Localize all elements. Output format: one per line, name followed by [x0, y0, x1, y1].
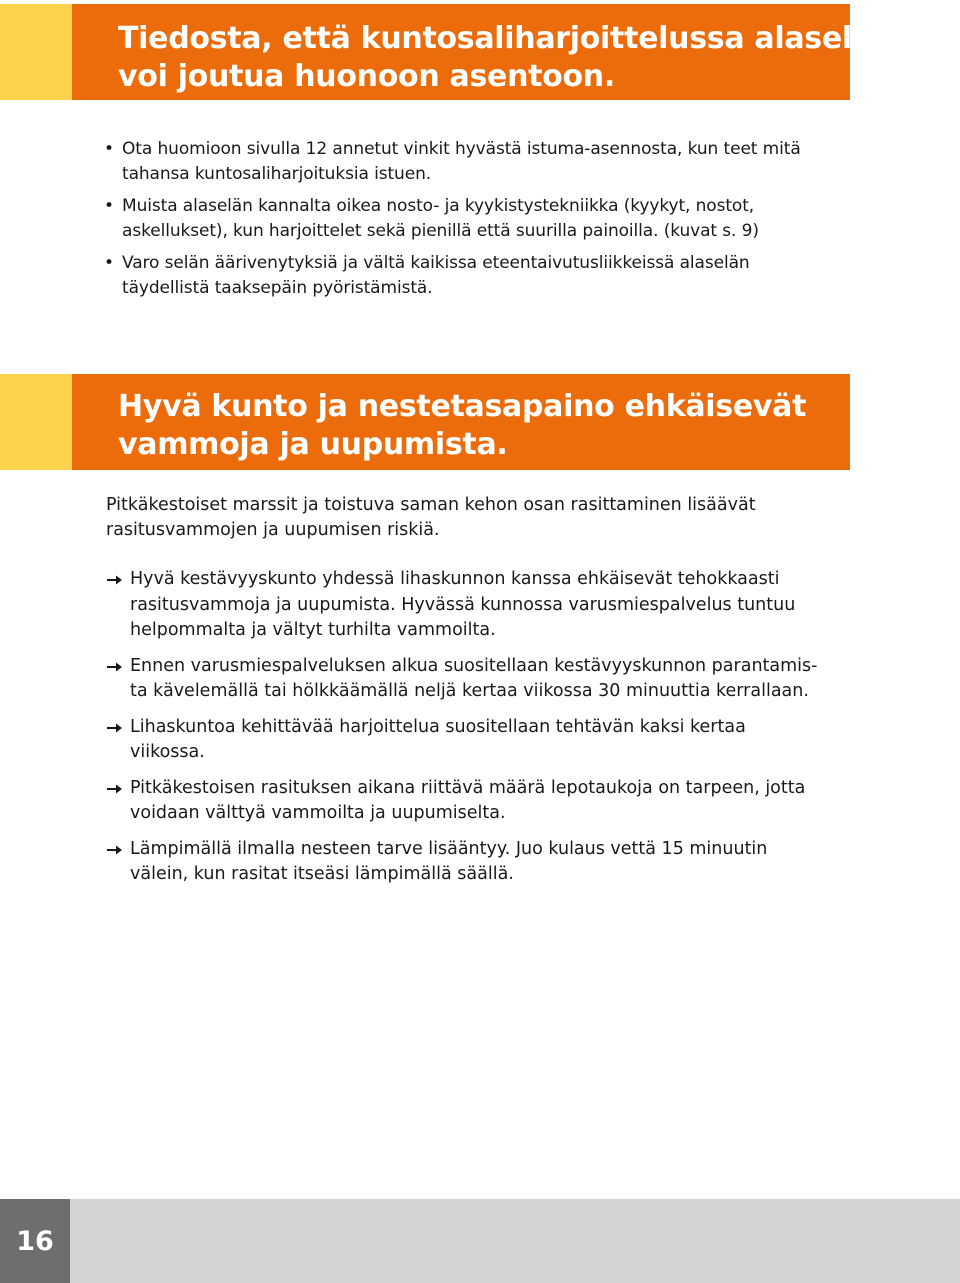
arrow-list-vinkit — [106, 567, 817, 898]
arrow-right-icon — [106, 574, 124, 586]
list-item-line: viikossa. — [130, 742, 205, 762]
arrow-right-icon — [106, 844, 124, 856]
list-item — [106, 715, 817, 766]
list-item-line: tahansa kuntosaliharjoituksia istuen. — [122, 164, 432, 184]
list-item-line: voidaan välttyä vammoilta ja uupumiselta. — [130, 803, 506, 823]
list-item — [106, 776, 817, 827]
bullet-dot-icon: • — [104, 253, 114, 273]
arrow-right-icon — [106, 661, 124, 673]
heading-line: vammoja ja uupumista. — [118, 427, 508, 462]
list-item-line: Lihaskuntoa kehittävää harjoittelua suositellaan tehtävän kaksi kertaa — [130, 716, 746, 737]
list-item-line: askellukset), kun harjoittelet sekä pienillä että suurilla painoilla. (kuvat s. 9) — [122, 221, 759, 241]
footer-bar — [70, 1199, 960, 1283]
intro-paragraph — [106, 493, 756, 543]
heading-line: voi joutua huonoon asentoon. — [118, 59, 615, 94]
arrow-right-icon — [106, 783, 124, 795]
arrow-right-icon — [106, 722, 124, 734]
list-item-line: Ennen varusmiespalveluksen alkua suositellaan kestävyyskunnon parantamis- — [130, 655, 818, 676]
list-item — [104, 251, 801, 301]
section-heading-hyva-kunto — [72, 374, 850, 470]
list-item-line: Varo selän äärivenytyksiä ja vältä kaikissa eteentaivutusliikkeissä alaselän — [122, 253, 750, 273]
list-item — [106, 837, 817, 888]
list-item-line: Hyvä kestävyyskunto yhdessä lihaskunnon kanssa ehkäisevät tehokkaasti — [130, 569, 780, 589]
list-item — [106, 654, 817, 705]
list-item — [104, 137, 801, 187]
bullet-dot-icon: • — [104, 139, 114, 159]
accent-strip-middle — [0, 374, 72, 470]
list-item — [104, 194, 801, 244]
list-item — [106, 567, 817, 644]
list-item-line: ta kävelemällä tai hölkkäämällä neljä kertaa viikossa 30 minuuttia kerrallaan. — [130, 681, 809, 701]
section-heading-alaselka — [72, 4, 892, 100]
list-item-line: Muista alaselän kannalta oikea nosto- ja kyykistystekniikka (kyykyt, nostot, — [122, 196, 755, 216]
intro-line: Pitkäkestoiset marssit ja toistuva saman kehon osan rasittaminen lisäävät — [106, 495, 756, 515]
accent-strip-top — [0, 4, 72, 100]
list-item-line: rasitusvammoja ja uupumista. Hyvässä kunnossa varusmiespalvelus tuntuu — [130, 594, 796, 615]
page-number: 16 — [0, 1199, 70, 1283]
list-item-line: Lämpimällä ilmalla nesteen tarve lisääntyy. Juo kulaus vettä 15 minuutin — [130, 838, 768, 859]
list-item-line: välein, kun rasitat itseäsi lämpimällä säällä. — [130, 864, 514, 884]
heading-line: Hyvä kunto ja nestetasapaino ehkäisevät — [118, 389, 807, 424]
intro-line: rasitusvammojen ja uupumisen riskiä. — [106, 520, 440, 540]
list-item-line: Ota huomioon sivulla 12 annetut vinkit hyvästä istuma-asennosta, kun teet mitä — [122, 139, 801, 159]
list-item-line: täydellistä taaksepäin pyöristämistä. — [122, 278, 433, 298]
bullet-dot-icon: • — [104, 196, 114, 216]
list-item-line: Pitkäkestoisen rasituksen aikana riittävä määrä lepotaukoja on tarpeen, jotta — [130, 777, 806, 798]
heading-line: Tiedosta, että kuntosaliharjoittelussa alaselkä — [118, 21, 892, 56]
bullet-list-kuntosali — [104, 137, 801, 308]
list-item-line: helpommalta ja vältyt turhilta vammoilta. — [130, 620, 496, 640]
